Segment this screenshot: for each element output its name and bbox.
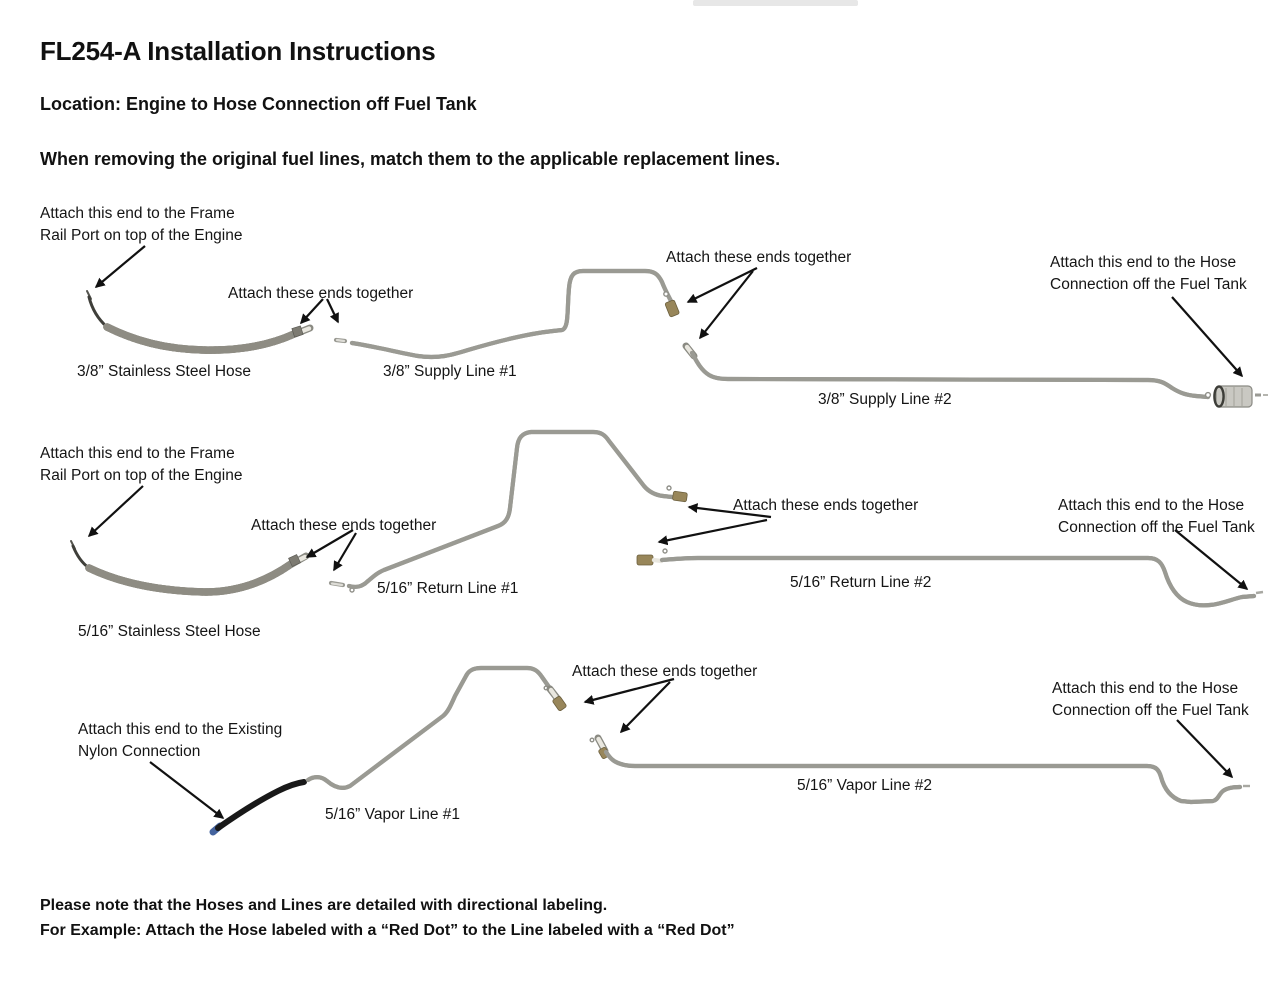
arrow-fuel-tank-row3 — [1177, 720, 1232, 777]
note-together-left-row1: Attach these ends together — [228, 285, 414, 302]
arrow-together-mid-row1-b — [700, 271, 753, 338]
arrow-fuel-tank-row1 — [1172, 297, 1242, 376]
page-title: FL254-A Installation Instructions — [40, 36, 436, 66]
arrow-frame-rail-row2 — [89, 486, 143, 536]
label-row1-hose: 3/8” Stainless Steel Hose — [77, 363, 252, 380]
arrow-nylon-row3 — [150, 762, 223, 818]
arrow-together-mid-row3-b — [621, 682, 670, 732]
label-row2-line1: 5/16” Return Line #1 — [377, 580, 519, 597]
location-line: Location: Engine to Hose Connection off Fuel Tank — [40, 94, 477, 114]
note-together-mid-row1: Attach these ends together — [666, 249, 852, 266]
note-fuel-tank-row3: Attach this end to the Hose Connection off the Fuel Tank — [1052, 680, 1249, 719]
note-frame-rail-row1: Attach this end to the Frame Rail Port on top of the Engine — [40, 205, 243, 244]
instruction-line: When removing the original fuel lines, match them to the applicable replacement lines. — [40, 149, 781, 169]
return-line-1-drawing — [331, 432, 687, 592]
note-together-mid-row3: Attach these ends together — [572, 663, 758, 680]
label-row2-line2: 5/16” Return Line #2 — [790, 574, 932, 591]
supply-line-2-drawing — [686, 346, 1268, 407]
note-nylon-row3: Attach this end to the Existing Nylon Connection — [78, 721, 283, 760]
return-line-2-drawing — [637, 549, 1263, 605]
arrow-together-mid-row1-a — [688, 268, 757, 302]
note-frame-rail-row2: Attach this end to the Frame Rail Port on top of the Engine — [40, 445, 243, 484]
return-hose-drawing — [71, 541, 306, 592]
arrow-frame-rail-row1 — [96, 246, 145, 287]
note-fuel-tank-row1: Attach this end to the Hose Connection off the Fuel Tank — [1050, 254, 1247, 293]
note-together-mid-row2: Attach these ends together — [733, 497, 919, 514]
label-row3-line1: 5/16” Vapor Line #1 — [325, 806, 461, 823]
footer-note-2: For Example: Attach the Hose labeled with a “Red Dot” to the Line labeled with a “Red Dot” — [40, 922, 735, 939]
note-fuel-tank-row2: Attach this end to the Hose Connection off the Fuel Tank — [1058, 497, 1255, 536]
arrow-together-mid-row2-b — [659, 520, 767, 542]
label-row1-line2: 3/8” Supply Line #2 — [818, 391, 952, 408]
note-together-left-row2: Attach these ends together — [251, 517, 437, 534]
label-row3-line2: 5/16” Vapor Line #2 — [797, 777, 933, 794]
footer-note-1: Please note that the Hoses and Lines are detailed with directional labeling. — [40, 897, 608, 914]
label-row1-line1: 3/8” Supply Line #1 — [383, 363, 517, 380]
label-row2-hose: 5/16” Stainless Steel Hose — [78, 623, 261, 640]
